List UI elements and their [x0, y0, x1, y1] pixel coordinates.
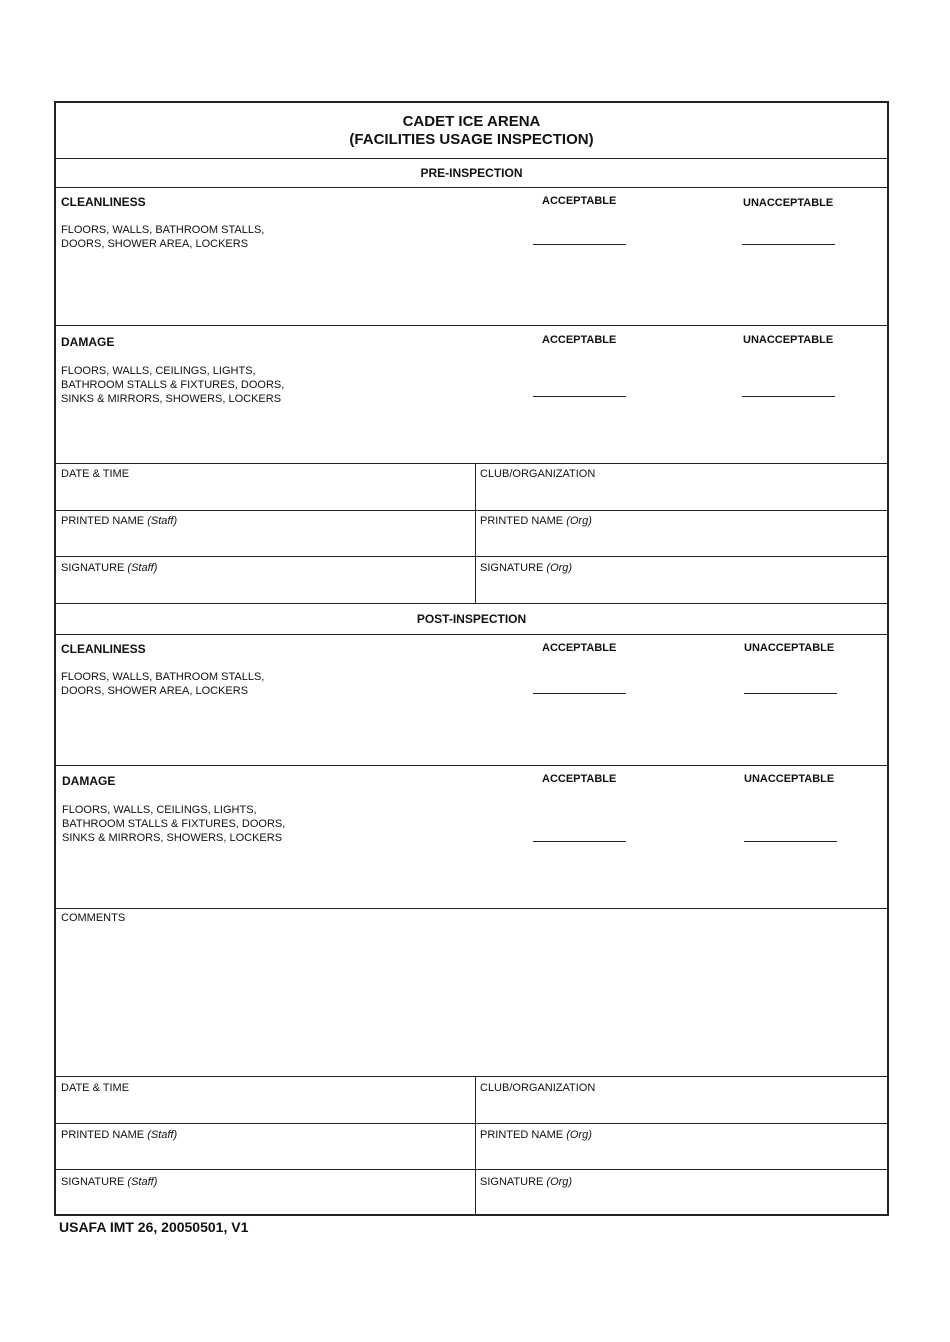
divider	[56, 1169, 887, 1170]
divider	[56, 556, 887, 557]
post-damage-acceptable-field[interactable]	[533, 841, 626, 842]
post-cleanliness-unacceptable-label: UNACCEPTABLE	[744, 642, 835, 654]
column-divider	[475, 463, 476, 603]
pre-printed-name-org-field[interactable]: PRINTED NAME (Org)	[480, 515, 592, 527]
pre-cleanliness-items: FLOORS, WALLS, BATHROOM STALLS, DOORS, SHOWER AREA, LOCKERS	[61, 224, 265, 250]
post-cleanliness-acceptable-field[interactable]	[533, 693, 626, 694]
post-printed-name-org-field[interactable]: PRINTED NAME (Org)	[480, 1129, 592, 1141]
pre-cleanliness-unacceptable-label: UNACCEPTABLE	[743, 197, 834, 209]
pre-cleanliness-heading: CLEANLINESS	[61, 195, 146, 209]
pre-damage-acceptable-field[interactable]	[533, 396, 626, 397]
divider	[56, 1123, 887, 1124]
divider	[56, 1076, 887, 1077]
divider	[56, 510, 887, 511]
post-printed-name-staff-field[interactable]: PRINTED NAME (Staff)	[61, 1129, 178, 1141]
pre-cleanliness-unacceptable-field[interactable]	[742, 244, 835, 245]
divider	[56, 765, 887, 766]
post-damage-unacceptable-label: UNACCEPTABLE	[744, 773, 835, 785]
comments-label: COMMENTS	[61, 912, 126, 924]
post-club-organization-field[interactable]: CLUB/ORGANIZATION	[480, 1082, 596, 1094]
post-inspection-heading: POST-INSPECTION	[416, 612, 527, 626]
form-identifier: USAFA IMT 26, 20050501, V1	[59, 1219, 249, 1235]
pre-signature-staff-field[interactable]: SIGNATURE (Staff)	[61, 562, 158, 574]
post-cleanliness-heading: CLEANLINESS	[61, 642, 146, 656]
pre-printed-name-staff-field[interactable]: PRINTED NAME (Staff)	[61, 515, 178, 527]
column-divider	[475, 1076, 476, 1216]
post-damage-items: FLOORS, WALLS, CEILINGS, LIGHTS, BATHROOM STALLS & FIXTURES, DOORS, SINKS & MIRRORS, SHOWERS, LOCKERS	[62, 804, 286, 844]
form-subtitle: (FACILITIES USAGE INSPECTION)	[349, 131, 594, 148]
pre-inspection-heading: PRE-INSPECTION	[420, 166, 523, 180]
post-date-time-field[interactable]: DATE & TIME	[61, 1082, 130, 1094]
pre-damage-unacceptable-label: UNACCEPTABLE	[743, 334, 834, 346]
divider	[56, 158, 887, 159]
pre-damage-heading: DAMAGE	[61, 335, 115, 349]
divider	[56, 325, 887, 326]
divider	[56, 634, 887, 635]
divider	[56, 908, 887, 909]
comments-field[interactable]	[61, 929, 882, 1069]
post-cleanliness-acceptable-label: ACCEPTABLE	[542, 642, 617, 654]
pre-damage-acceptable-label: ACCEPTABLE	[542, 334, 617, 346]
pre-date-time-field[interactable]: DATE & TIME	[61, 468, 130, 480]
post-damage-heading: DAMAGE	[62, 774, 116, 788]
pre-club-organization-field[interactable]: CLUB/ORGANIZATION	[480, 468, 596, 480]
divider	[56, 187, 887, 188]
pre-cleanliness-acceptable-label: ACCEPTABLE	[542, 195, 617, 207]
form-title: CADET ICE ARENA	[402, 113, 541, 130]
post-damage-acceptable-label: ACCEPTABLE	[542, 773, 617, 785]
post-cleanliness-unacceptable-field[interactable]	[744, 693, 837, 694]
pre-cleanliness-acceptable-field[interactable]	[533, 244, 626, 245]
pre-damage-items: FLOORS, WALLS, CEILINGS, LIGHTS, BATHROOM STALLS & FIXTURES, DOORS, SINKS & MIRRORS, SHOWERS, LOCKERS	[61, 365, 285, 405]
pre-damage-unacceptable-field[interactable]	[742, 396, 835, 397]
post-cleanliness-items: FLOORS, WALLS, BATHROOM STALLS, DOORS, SHOWER AREA, LOCKERS	[61, 671, 265, 697]
post-signature-org-field[interactable]: SIGNATURE (Org)	[480, 1176, 573, 1188]
divider	[56, 463, 887, 464]
pre-signature-org-field[interactable]: SIGNATURE (Org)	[480, 562, 573, 574]
post-damage-unacceptable-field[interactable]	[744, 841, 837, 842]
divider	[56, 603, 887, 604]
inspection-form	[54, 101, 889, 1216]
post-signature-staff-field[interactable]: SIGNATURE (Staff)	[61, 1176, 158, 1188]
